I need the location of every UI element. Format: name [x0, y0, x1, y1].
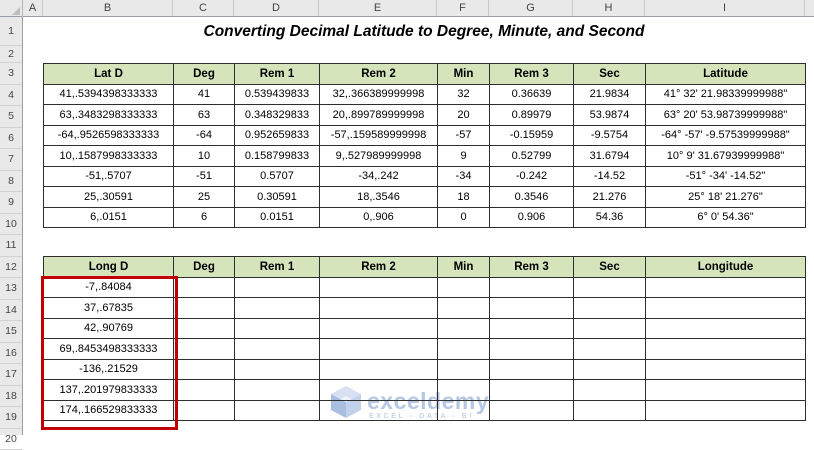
header-cell[interactable]: Rem 3 [490, 64, 574, 85]
cell[interactable] [174, 359, 235, 380]
header-cell[interactable]: Rem 2 [320, 64, 438, 85]
cell[interactable]: 0.539439833 [235, 84, 320, 105]
header-cell[interactable]: Sec [574, 257, 646, 278]
row-number-9[interactable]: 9 [0, 192, 22, 214]
cell[interactable] [320, 318, 438, 339]
watermark-brand-text: exceldemy [367, 390, 489, 412]
row-number-3[interactable]: 3 [0, 63, 22, 85]
table-row [44, 318, 806, 339]
cell[interactable]: 53.9874 [574, 105, 646, 126]
cell[interactable]: 21.9834 [574, 84, 646, 105]
cell[interactable]: -34 [438, 166, 490, 187]
cell[interactable] [574, 318, 646, 339]
row-number-18[interactable]: 18 [0, 386, 22, 408]
cell[interactable] [438, 380, 490, 401]
table-row [44, 207, 806, 228]
cell[interactable] [438, 298, 490, 319]
cell[interactable] [490, 359, 574, 380]
header-cell[interactable]: Long D [44, 257, 174, 278]
cell[interactable]: 42,.90769 [44, 318, 174, 339]
cell[interactable]: -64 [174, 125, 235, 146]
cell[interactable]: 18 [438, 187, 490, 208]
cell[interactable]: -34,.242 [320, 166, 438, 187]
row-number-16[interactable]: 16 [0, 343, 22, 365]
cell[interactable] [438, 400, 490, 421]
cell[interactable] [490, 339, 574, 360]
row-number-8[interactable]: 8 [0, 171, 22, 193]
lat-table-header [44, 64, 806, 85]
table-row [44, 187, 806, 208]
cell[interactable]: 0 [438, 207, 490, 228]
cell[interactable] [646, 380, 806, 401]
cell[interactable]: -136,.21529 [44, 359, 174, 380]
cell[interactable] [235, 400, 320, 421]
column-header-I[interactable]: I [645, 0, 805, 16]
cell[interactable]: 0.89979 [490, 105, 574, 126]
cell[interactable]: -57 [438, 125, 490, 146]
cell[interactable]: 20,.899789999998 [320, 105, 438, 126]
cell[interactable]: 10° 9' 31.67939999988" [646, 146, 806, 167]
column-header-H[interactable]: H [573, 0, 645, 16]
cell[interactable] [646, 318, 806, 339]
cell[interactable]: 25° 18' 21.276" [646, 187, 806, 208]
cell[interactable]: -51,.5707 [44, 166, 174, 187]
cell[interactable]: -9.5754 [574, 125, 646, 146]
cell[interactable]: 0.952659833 [235, 125, 320, 146]
watermark-tagline-text: EXCEL - DATA - BI [367, 413, 474, 420]
cell[interactable] [320, 277, 438, 298]
cell[interactable]: 63° 20' 53.98739999988" [646, 105, 806, 126]
cell[interactable]: 10,.1587998333333 [44, 146, 174, 167]
cell[interactable]: -0.15959 [490, 125, 574, 146]
cell[interactable] [574, 339, 646, 360]
cell[interactable] [174, 298, 235, 319]
column-header-C[interactable]: C [173, 0, 234, 16]
table-row [44, 400, 806, 421]
row-number-4[interactable]: 4 [0, 85, 22, 107]
cell[interactable] [235, 318, 320, 339]
cell[interactable] [320, 339, 438, 360]
cell[interactable]: 69,.8453498333333 [44, 339, 174, 360]
cell[interactable]: 9 [438, 146, 490, 167]
header-cell[interactable]: Rem 2 [320, 257, 438, 278]
cell[interactable] [320, 400, 438, 421]
cell[interactable] [235, 277, 320, 298]
header-cell[interactable]: Longitude [646, 257, 806, 278]
table-row [44, 277, 806, 298]
column-header-G[interactable]: G [489, 0, 573, 16]
cell[interactable] [438, 359, 490, 380]
cell[interactable]: 63,.3483298333333 [44, 105, 174, 126]
cell[interactable]: 54.36 [574, 207, 646, 228]
cell[interactable]: 9,.527989999998 [320, 146, 438, 167]
cell[interactable]: -7,.84084 [44, 277, 174, 298]
header-cell[interactable]: Sec [574, 64, 646, 85]
header-cell[interactable]: Latitude [646, 64, 806, 85]
cell[interactable] [320, 298, 438, 319]
row-number-5[interactable]: 5 [0, 106, 22, 128]
cell[interactable] [490, 318, 574, 339]
select-all-corner[interactable] [0, 0, 23, 17]
row-number-1[interactable]: 1 [0, 17, 22, 46]
table-row [44, 359, 806, 380]
row-number-17[interactable]: 17 [0, 364, 22, 386]
row-number-19[interactable]: 19 [0, 407, 22, 429]
cell[interactable]: 0.52799 [490, 146, 574, 167]
cell[interactable]: 25 [174, 187, 235, 208]
cell[interactable] [646, 277, 806, 298]
cell[interactable] [574, 400, 646, 421]
cell[interactable] [174, 380, 235, 401]
row-number-6[interactable]: 6 [0, 128, 22, 150]
cell[interactable] [320, 380, 438, 401]
table-row [44, 166, 806, 187]
cell[interactable]: 37,.67835 [44, 298, 174, 319]
worksheet-title[interactable]: Converting Decimal Latitude to Degree, Minute, and Second [43, 17, 805, 46]
cell[interactable]: 25,.30591 [44, 187, 174, 208]
header-cell[interactable]: Deg [174, 64, 235, 85]
row-number-gutter [0, 17, 23, 435]
row-number-20[interactable]: 20 [0, 429, 22, 450]
cell[interactable]: 0.5707 [235, 166, 320, 187]
cell[interactable] [438, 339, 490, 360]
header-cell[interactable]: Lat D [44, 64, 174, 85]
cell[interactable] [646, 339, 806, 360]
cell[interactable]: -0.242 [490, 166, 574, 187]
cell[interactable]: 0.30591 [235, 187, 320, 208]
cell[interactable] [235, 380, 320, 401]
cell[interactable]: 21.276 [574, 187, 646, 208]
cell[interactable]: 6° 0' 54.36" [646, 207, 806, 228]
cell[interactable]: 31.6794 [574, 146, 646, 167]
cell[interactable]: 63 [174, 105, 235, 126]
cell[interactable]: 18,.3546 [320, 187, 438, 208]
row-number-14[interactable]: 14 [0, 300, 22, 322]
table-row [44, 125, 806, 146]
header-cell[interactable]: Rem 1 [235, 64, 320, 85]
row-number-2[interactable]: 2 [0, 46, 22, 63]
cell[interactable] [320, 359, 438, 380]
cell[interactable]: 32,.366389999998 [320, 84, 438, 105]
row-number-15[interactable]: 15 [0, 321, 22, 343]
cell[interactable] [574, 298, 646, 319]
lat-table [43, 63, 806, 228]
cell[interactable]: 20 [438, 105, 490, 126]
table-row [44, 380, 806, 401]
cell[interactable] [174, 400, 235, 421]
header-cell[interactable]: Min [438, 257, 490, 278]
long-table [43, 256, 806, 421]
column-header-B[interactable]: B [43, 0, 173, 16]
cell[interactable] [574, 277, 646, 298]
cell[interactable] [574, 380, 646, 401]
column-header-A[interactable]: A [23, 0, 43, 16]
cell[interactable]: 41° 32' 21.98339999988" [646, 84, 806, 105]
cell[interactable]: -51 [174, 166, 235, 187]
row-number-10[interactable]: 10 [0, 214, 22, 236]
cell[interactable]: 0.3546 [490, 187, 574, 208]
cell[interactable] [646, 400, 806, 421]
cell[interactable]: 174,.166529833333 [44, 400, 174, 421]
long-table-body [44, 277, 806, 421]
column-header-F[interactable]: F [437, 0, 489, 16]
cell[interactable] [235, 359, 320, 380]
column-header-D[interactable]: D [234, 0, 319, 16]
column-header-E[interactable]: E [319, 0, 437, 16]
table-header-row [44, 64, 806, 85]
cell[interactable]: 0.348329833 [235, 105, 320, 126]
column-header-strip [0, 0, 814, 17]
header-cell[interactable]: Rem 3 [490, 257, 574, 278]
row-number-13[interactable]: 13 [0, 278, 22, 300]
cell[interactable] [174, 318, 235, 339]
cell[interactable]: 6,.0151 [44, 207, 174, 228]
cell[interactable] [174, 277, 235, 298]
cell[interactable] [235, 339, 320, 360]
cell[interactable]: 41,.5394398333333 [44, 84, 174, 105]
cell[interactable]: -51° -34' -14.52" [646, 166, 806, 187]
row-number-12[interactable]: 12 [0, 257, 22, 279]
cell[interactable] [438, 318, 490, 339]
header-cell[interactable]: Min [438, 64, 490, 85]
cell[interactable]: 41 [174, 84, 235, 105]
header-cell[interactable]: Rem 1 [235, 257, 320, 278]
table-row [44, 84, 806, 105]
cell[interactable]: -57,.159589999998 [320, 125, 438, 146]
cell[interactable]: -14.52 [574, 166, 646, 187]
cell[interactable] [174, 339, 235, 360]
long-table-header [44, 257, 806, 278]
cell[interactable]: 0.36639 [490, 84, 574, 105]
cell[interactable] [646, 359, 806, 380]
cell[interactable]: -64,.9526598333333 [44, 125, 174, 146]
table-row [44, 339, 806, 360]
table-header-row [44, 257, 806, 278]
cell[interactable]: 10 [174, 146, 235, 167]
cell[interactable] [490, 380, 574, 401]
column-headers [23, 0, 805, 16]
table-row [44, 298, 806, 319]
cell[interactable] [490, 400, 574, 421]
cell[interactable] [490, 277, 574, 298]
row-number-11[interactable]: 11 [0, 235, 22, 257]
cell[interactable]: 0.906 [490, 207, 574, 228]
cell[interactable]: -64° -57' -9.57539999988" [646, 125, 806, 146]
header-cell[interactable]: Deg [174, 257, 235, 278]
cell[interactable]: 0,.906 [320, 207, 438, 228]
cell[interactable]: 6 [174, 207, 235, 228]
cell[interactable] [646, 298, 806, 319]
cell[interactable]: 0.0151 [235, 207, 320, 228]
cell[interactable]: 0.158799833 [235, 146, 320, 167]
cell[interactable] [574, 359, 646, 380]
table-row [44, 105, 806, 126]
table-row [44, 146, 806, 167]
row-number-7[interactable]: 7 [0, 149, 22, 171]
cell[interactable]: 32 [438, 84, 490, 105]
cell[interactable]: 137,.201979833333 [44, 380, 174, 401]
lat-table-body [44, 84, 806, 228]
cell[interactable] [235, 298, 320, 319]
cell[interactable] [438, 277, 490, 298]
cell[interactable] [490, 298, 574, 319]
